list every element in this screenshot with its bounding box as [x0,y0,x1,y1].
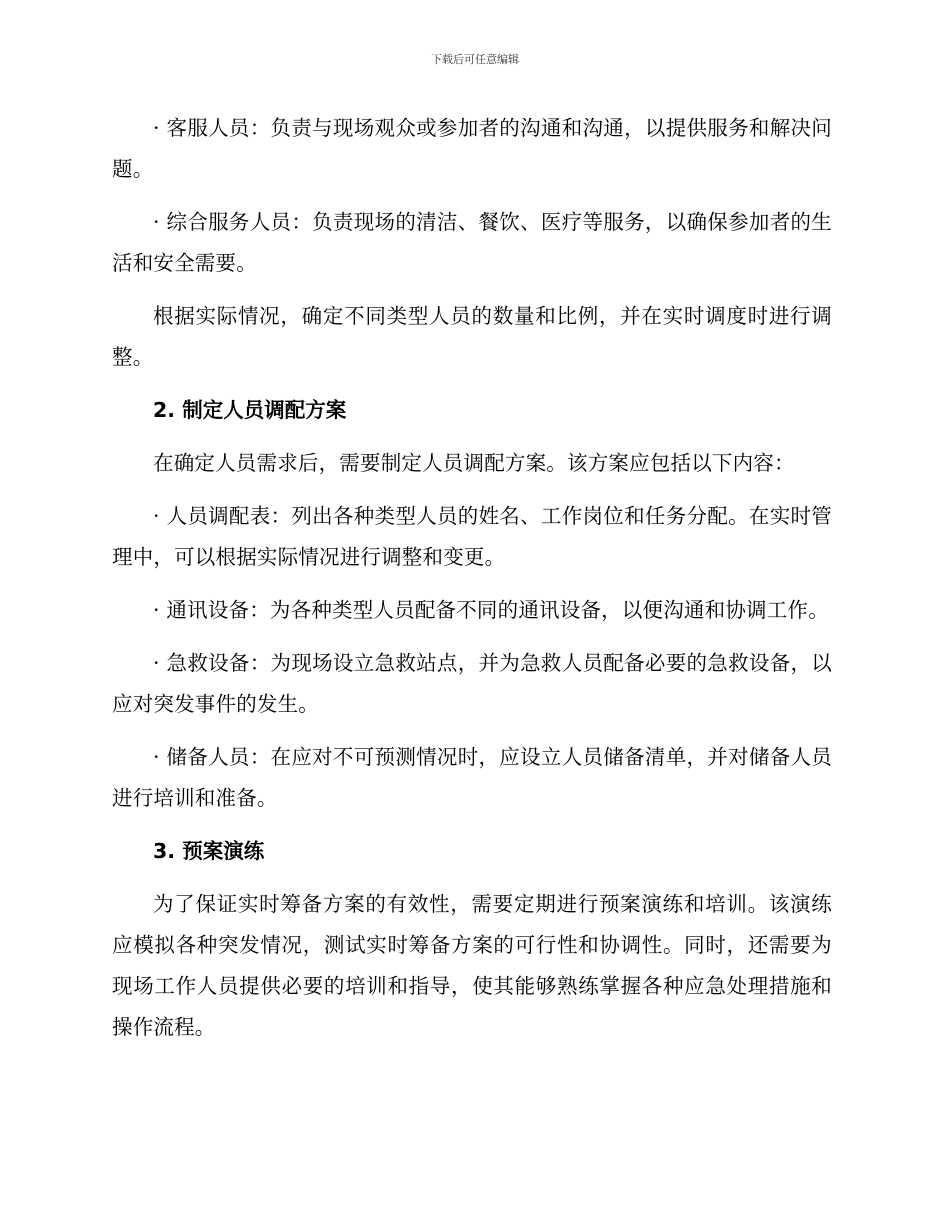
bullet-staff-table: · 人员调配表：列出各种类型人员的姓名、工作岗位和任务分配。在实时管理中，可以根据实际情况进行调整和变更。 [112,504,832,569]
bullet-customer-service: · 客服人员：负责与现场观众或参加者的沟通和沟通，以提供服务和解决问题。 [112,116,832,181]
paragraph-drill: 为了保证实时筹备方案的有效性，需要定期进行预案演练和培训。该演练应模拟各种突发情况，测试实时筹备方案的可行性和协调性。同时，还需要为现场工作人员提供必要的培训和指导，使其能够熟练掌握各种应急处理措施和操作流程。 [112,892,832,1039]
section-heading-2: 2. 制定人员调配方案 [153,398,347,422]
bullet-communication-devices: · 通讯设备：为各种类型人员配备不同的通讯设备，以便沟通和协调工作。 [153,598,829,622]
paragraph-staff-ratio: 根据实际情况，确定不同类型人员的数量和比例，并在实时调度时进行调整。 [112,304,832,369]
bullet-reserve-staff: · 储备人员：在应对不可预测情况时，应设立人员储备清单，并对储备人员进行培训和准备。 [112,745,832,810]
page-header: 下载后可任意编辑 [431,53,519,66]
bullet-general-service: · 综合服务人员：负责现场的清洁、餐饮、医疗等服务，以确保参加者的生活和安全需要。 [112,210,832,275]
bullet-first-aid-equipment: · 急救设备：为现场设立急救站点，并为急救人员配备必要的急救设备，以应对突发事件的发生。 [112,651,832,716]
document-body [112,108,832,1060]
section-heading-3: 3. 预案演练 [153,839,265,863]
paragraph-plan-intro: 在确定人员需求后，需要制定人员调配方案。该方案应包括以下内容： [153,451,795,475]
